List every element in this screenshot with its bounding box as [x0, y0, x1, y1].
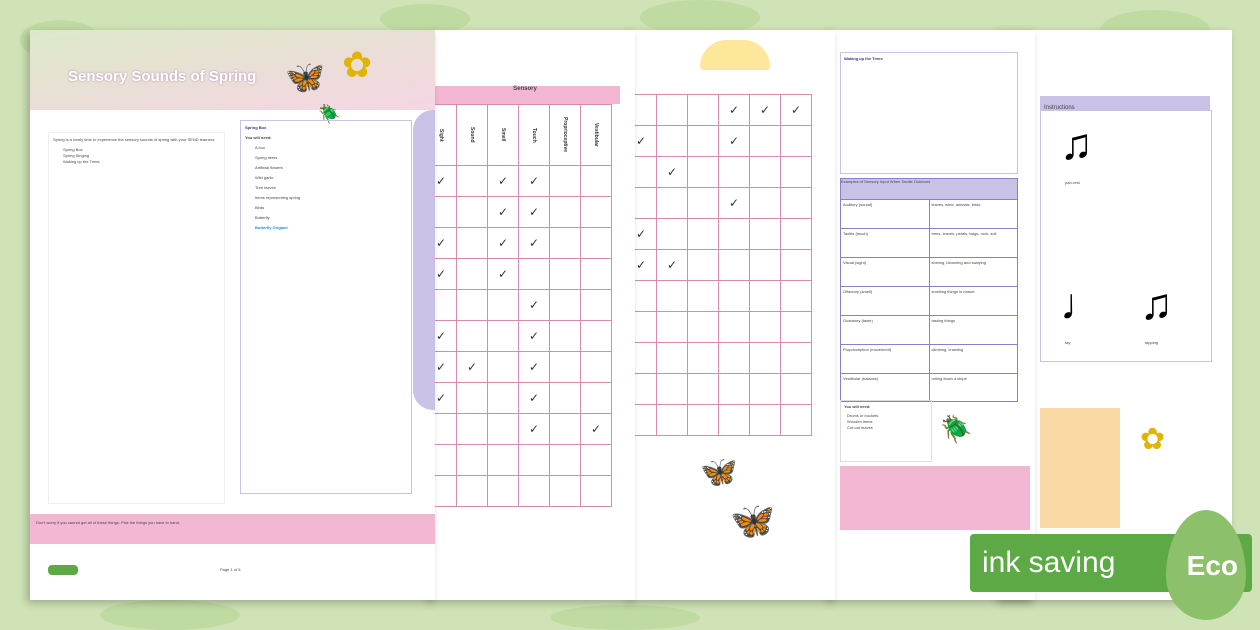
sensory-grid	[630, 94, 812, 436]
box-item: Butterfly	[255, 215, 270, 220]
table-row	[841, 286, 1017, 315]
worksheet-page-4	[830, 30, 1035, 600]
grid-cell	[457, 414, 488, 445]
grid-cell	[657, 405, 688, 436]
grid-cell: ✓	[630, 250, 657, 281]
grid-cell	[581, 383, 612, 414]
grid-cell	[657, 374, 688, 405]
grid-cell: ✓	[519, 321, 550, 352]
grid-cell	[550, 166, 581, 197]
sensory-grid	[430, 104, 612, 507]
daffodil-icon: ✿	[342, 44, 373, 85]
grid-cell	[719, 250, 750, 281]
grid-cell	[719, 374, 750, 405]
box-item: Tree leaves	[255, 185, 276, 190]
grid-cell	[719, 157, 750, 188]
intro-text: Spring is a lovely time to experience the sensory sounds of spring with your SEND learners.	[53, 137, 216, 142]
grid-cell: ✓	[430, 352, 457, 383]
table-row	[841, 199, 1017, 228]
grid-cell	[488, 290, 519, 321]
grid-cell: ✓	[519, 228, 550, 259]
need-label: You will need:	[844, 404, 871, 409]
box-item: Items representing spring	[255, 195, 301, 200]
grid-cell	[781, 374, 812, 405]
grid-cell: ✓	[719, 188, 750, 219]
grid-cell	[688, 188, 719, 219]
grid-cell	[457, 197, 488, 228]
grid-cell	[750, 312, 781, 343]
table-cell: Olfactory (smell)	[841, 287, 930, 315]
grid-cell	[688, 281, 719, 312]
grid-cell: ✓	[519, 383, 550, 414]
table-row	[841, 344, 1017, 373]
box-item: Birds	[255, 205, 265, 210]
logo	[48, 565, 78, 575]
grid-cell	[581, 259, 612, 290]
grid-cell	[488, 321, 519, 352]
grid-cell	[688, 95, 719, 126]
grid-cell	[550, 414, 581, 445]
instructions-header	[1040, 96, 1210, 110]
grid-cell	[781, 157, 812, 188]
grid-cell	[657, 219, 688, 250]
beetle-icon: 🪲	[318, 104, 341, 124]
column-header: Vestibular	[581, 105, 612, 166]
butterfly-origami-link[interactable]: Butterfly Origami	[255, 225, 288, 230]
note-label: tay	[1065, 340, 1071, 345]
grid-cell: ✓	[781, 95, 812, 126]
page-title: Sensory Sounds of Spring	[68, 68, 257, 85]
grid-cell	[657, 281, 688, 312]
table-cell: Vestibular (balance)	[841, 374, 930, 402]
note-box	[1040, 408, 1120, 528]
grid-cell: ✓	[430, 321, 457, 352]
column-header: Sight	[430, 105, 457, 166]
note-box	[840, 466, 1030, 530]
grid-cell	[550, 290, 581, 321]
box-item: Artificial flowers	[255, 165, 283, 170]
grid-cell	[781, 126, 812, 157]
table-row	[841, 228, 1017, 257]
ink-saving-label: ink saving	[982, 546, 1116, 579]
grid-cell	[719, 405, 750, 436]
grid-cell: ✓	[430, 228, 457, 259]
grid-cell: ✓	[719, 95, 750, 126]
table-cell: trees, leaves, petals, twigs, rock, soil	[931, 231, 997, 236]
box-title: Spring Box	[245, 125, 267, 130]
grid-cell	[457, 476, 488, 507]
column-header: Proprioceptive	[550, 105, 581, 166]
note-label: pah-rest	[1065, 180, 1080, 185]
box-item: Spring items	[255, 155, 278, 160]
grid-cell	[750, 405, 781, 436]
eco-label: Eco	[1186, 550, 1238, 581]
grid-cell: ✓	[657, 157, 688, 188]
grid-cell	[657, 126, 688, 157]
note-label: tapping	[1145, 340, 1159, 345]
daffodil-icon: ✿	[1140, 423, 1166, 456]
sensory-examples-table	[840, 178, 1018, 402]
grid-cell	[657, 95, 688, 126]
table-title: Examples of Sensory Input When Tactile Outdoors	[841, 179, 931, 184]
grid-cell	[688, 250, 719, 281]
table-cell: smelling things in nature	[931, 289, 975, 294]
table-cell: tasting things	[931, 318, 956, 323]
table-cell: climbing, crawling	[931, 347, 964, 352]
grid-cell	[781, 219, 812, 250]
grid-cell	[581, 445, 612, 476]
grid-cell: ✓	[488, 166, 519, 197]
grid-cell	[688, 219, 719, 250]
table-row	[841, 315, 1017, 344]
table-cell: Auditory (sound)	[841, 200, 930, 228]
grid-cell	[719, 312, 750, 343]
grid-cell: ✓	[630, 219, 657, 250]
page-number: Page 1 of 5	[220, 567, 241, 572]
grid-cell	[688, 374, 719, 405]
grid-cell	[457, 166, 488, 197]
butterfly-icon: 🦋	[730, 500, 775, 541]
grid-cell: ✓	[719, 126, 750, 157]
table-cell: shining, blooming and swaying	[931, 260, 986, 265]
table-cell: Visual (sight)	[841, 258, 930, 286]
grid-cell	[750, 374, 781, 405]
music-note-icon: ♫	[1060, 120, 1093, 169]
grid-cell: ✓	[457, 352, 488, 383]
background-leaf	[100, 600, 240, 630]
grid-cell: ✓	[488, 228, 519, 259]
spring-box-panel	[240, 120, 412, 494]
grid-cell	[750, 157, 781, 188]
activity-item: Spring Box	[63, 147, 83, 152]
grid-cell	[488, 414, 519, 445]
music-note-icon: ♩	[1060, 280, 1104, 329]
butterfly-icon: 🦋	[700, 456, 738, 489]
grid-cell	[688, 405, 719, 436]
background-leaf	[550, 605, 700, 630]
grid-cell	[550, 352, 581, 383]
need-item: Cut-out leaves	[847, 425, 873, 430]
grid-cell: ✓	[581, 414, 612, 445]
grid-cell: ✓	[630, 126, 657, 157]
column-header: Touch	[519, 105, 550, 166]
table-cell: leaves, wind, animals, birds	[931, 202, 981, 207]
sensory-header: Sensory	[513, 86, 537, 92]
grid-cell	[550, 259, 581, 290]
grid-cell: ✓	[430, 166, 457, 197]
grid-cell	[457, 321, 488, 352]
column-header: Sound	[457, 105, 488, 166]
grid-cell	[457, 290, 488, 321]
grid-cell: ✓	[488, 197, 519, 228]
grid-cell	[581, 228, 612, 259]
footer-note-text: Don't worry if you cannot get all of these things. Pick the things you have to hand.	[36, 520, 180, 525]
grid-cell: ✓	[519, 166, 550, 197]
grid-cell	[581, 352, 612, 383]
grid-cell	[581, 321, 612, 352]
grid-cell	[719, 281, 750, 312]
grid-cell	[750, 343, 781, 374]
grid-cell: ✓	[519, 290, 550, 321]
grid-cell: ✓	[750, 95, 781, 126]
grid-cell	[581, 197, 612, 228]
grid-cell	[750, 188, 781, 219]
grid-cell	[581, 290, 612, 321]
grid-cell	[688, 126, 719, 157]
column-header: Smell	[488, 105, 519, 166]
section-title: Waking up the Trees	[844, 56, 883, 61]
grid-cell	[550, 445, 581, 476]
grid-cell	[781, 343, 812, 374]
decorative-stripe	[413, 110, 435, 410]
sun-icon	[700, 40, 770, 70]
grid-cell	[457, 228, 488, 259]
need-label: You will need:	[245, 135, 272, 140]
table-row	[841, 257, 1017, 286]
grid-cell	[457, 445, 488, 476]
grid-cell	[719, 343, 750, 374]
table-cell: Tactile (touch)	[841, 229, 930, 257]
need-item: Wooden items	[847, 419, 873, 424]
grid-cell	[550, 321, 581, 352]
worksheet-page-2	[430, 30, 635, 600]
grid-cell	[750, 126, 781, 157]
grid-cell	[581, 476, 612, 507]
grid-cell	[750, 281, 781, 312]
grid-cell: ✓	[488, 259, 519, 290]
grid-cell: ✓	[657, 250, 688, 281]
grid-cell	[781, 405, 812, 436]
grid-cell: ✓	[519, 197, 550, 228]
activity-item: Spring Singing	[63, 153, 90, 158]
grid-cell	[688, 343, 719, 374]
grid-cell: ✓	[430, 259, 457, 290]
box-item: A box	[255, 145, 266, 150]
need-item: Drums or buckets	[847, 413, 879, 418]
grid-cell	[750, 219, 781, 250]
table-row	[841, 373, 1017, 402]
table-cell: rolling down a slope	[931, 376, 967, 381]
grid-cell	[488, 445, 519, 476]
grid-cell	[519, 476, 550, 507]
grid-cell	[550, 228, 581, 259]
worksheet-page-1	[30, 30, 435, 600]
grid-cell	[657, 188, 688, 219]
grid-cell	[488, 383, 519, 414]
grid-cell	[781, 281, 812, 312]
grid-cell	[719, 219, 750, 250]
activity-item: Waking up the Trees	[63, 159, 100, 164]
grid-cell	[781, 188, 812, 219]
grid-cell	[657, 343, 688, 374]
worksheet-page-3	[630, 30, 835, 600]
grid-cell	[488, 352, 519, 383]
grid-cell	[519, 445, 550, 476]
grid-cell	[781, 312, 812, 343]
grid-cell	[550, 383, 581, 414]
music-note-icon: ♫	[1140, 280, 1173, 329]
grid-cell	[750, 250, 781, 281]
grid-cell	[550, 476, 581, 507]
grid-cell	[688, 157, 719, 188]
grid-cell	[519, 259, 550, 290]
butterfly-icon: 🦋	[285, 59, 325, 95]
beetle-icon: 🪲	[940, 414, 973, 444]
grid-cell: ✓	[519, 414, 550, 445]
instructions-title: Instructions	[1044, 105, 1075, 111]
grid-cell	[581, 166, 612, 197]
grid-cell	[488, 476, 519, 507]
box-item: Wild garlic	[255, 175, 274, 180]
grid-cell	[657, 312, 688, 343]
footer-note	[30, 514, 435, 544]
grid-cell	[688, 312, 719, 343]
grid-cell	[457, 259, 488, 290]
table-cell: Proprioception (movement)	[841, 345, 930, 373]
grid-cell	[550, 197, 581, 228]
grid-cell: ✓	[519, 352, 550, 383]
grid-cell: ✓	[430, 383, 457, 414]
table-cell: Gustatory (taste)	[841, 316, 930, 344]
grid-cell	[457, 383, 488, 414]
grid-cell	[781, 250, 812, 281]
